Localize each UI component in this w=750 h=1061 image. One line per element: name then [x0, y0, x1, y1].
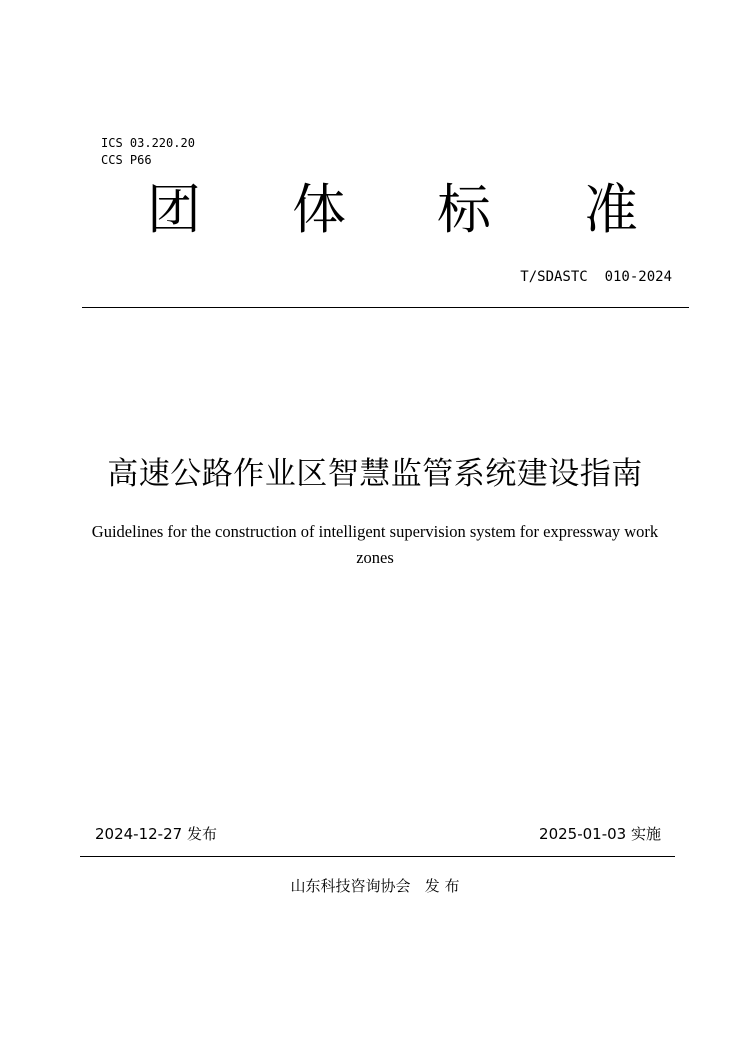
issue-date: 2024-12-27 发布	[95, 825, 217, 843]
header-divider	[82, 307, 689, 308]
standard-type-char-4: 准	[584, 178, 638, 241]
standard-number: T/SDASTC 010-2024	[520, 269, 672, 285]
standard-type-char-3: 标	[437, 178, 491, 241]
ccs-code: CCS P66	[101, 153, 152, 167]
ics-code: ICS 03.220.20	[101, 136, 195, 150]
publisher: 山东科技咨询协会 发 布	[290, 877, 460, 895]
document-title-english: Guidelines for the construction of intelligent supervision system for expressway work zones	[91, 522, 659, 567]
standard-type-char-2: 体	[292, 178, 346, 241]
standard-type-char-1: 团	[147, 178, 201, 241]
document-title-chinese: 高速公路作业区智慧监管系统建设指南	[107, 456, 643, 492]
implementation-date: 2025-01-03 实施	[539, 825, 661, 843]
footer-divider	[80, 856, 675, 857]
